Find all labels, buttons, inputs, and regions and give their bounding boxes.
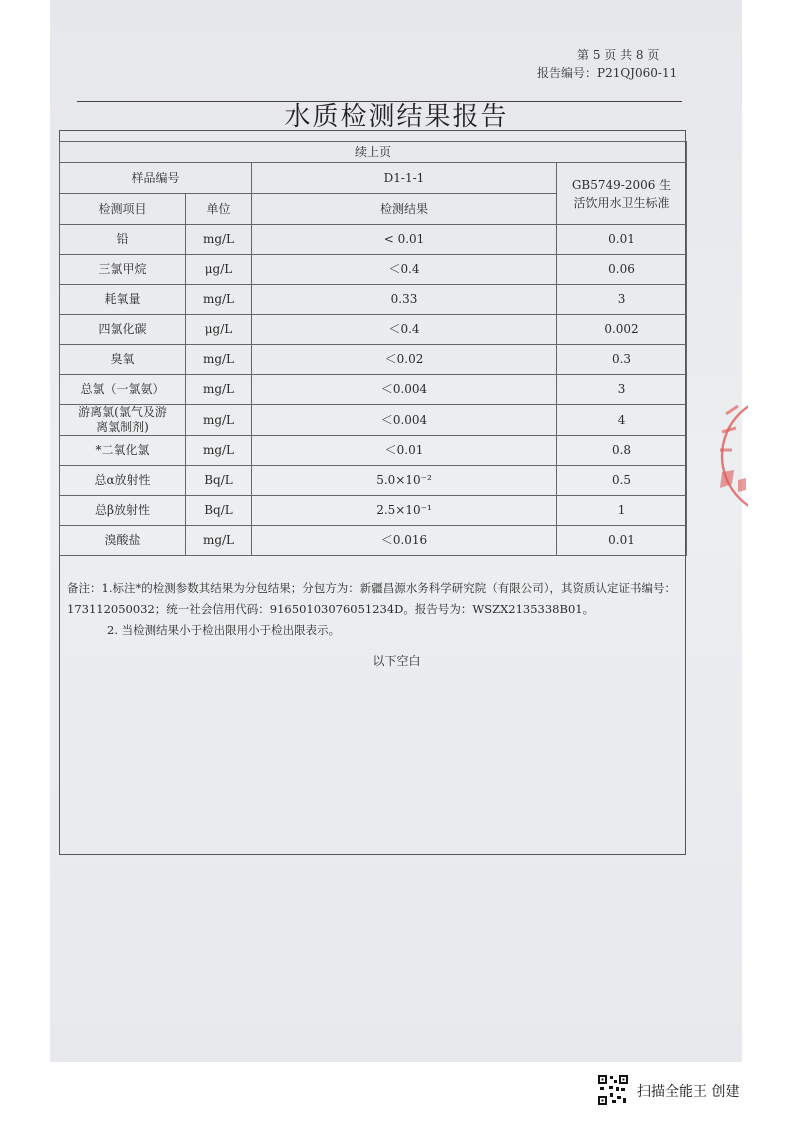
table-row <box>60 496 687 526</box>
col-header-result: 检测结果 <box>252 194 557 225</box>
result-cell: 2.5×10⁻¹ <box>252 496 557 526</box>
table-row <box>60 526 687 556</box>
table-row <box>60 375 687 405</box>
table-row <box>60 466 687 496</box>
results-table <box>59 141 687 556</box>
unit-cell: mg/L <box>186 285 252 315</box>
blank-below-mark: 以下空白 <box>372 654 421 668</box>
unit-cell: μg/L <box>186 255 252 285</box>
red-seal-stamp <box>712 392 748 518</box>
report-title: 水质检测结果报告 <box>284 102 509 132</box>
result-cell: ＜0.02 <box>252 345 557 375</box>
result-cell: ＜0.004 <box>252 375 557 405</box>
notes <box>67 578 679 641</box>
standard-cell: 1 <box>557 496 687 526</box>
unit-cell: Bq/L <box>186 466 252 496</box>
standard-cell: 0.06 <box>557 255 687 285</box>
unit-cell: mg/L <box>186 345 252 375</box>
continued-label: 续上页 <box>60 142 687 163</box>
unit-cell: mg/L <box>186 225 252 255</box>
qr-code-icon <box>597 1074 629 1106</box>
standard-cell: 0.8 <box>557 436 687 466</box>
unit-cell: Bq/L <box>186 496 252 526</box>
item-cell: *二氧化氯 <box>60 436 186 466</box>
table-row <box>60 285 687 315</box>
item-cell: 三氯甲烷 <box>60 255 186 285</box>
standard-cell: 0.01 <box>557 526 687 556</box>
result-cell: ＜0.4 <box>252 255 557 285</box>
unit-cell: mg/L <box>186 405 252 436</box>
standard-cell: 3 <box>557 375 687 405</box>
sample-id-label: 样品编号 <box>60 163 252 194</box>
col-header-item: 检测项目 <box>60 194 186 225</box>
note-2: 2. 当检测结果小于检出限用小于检出限表示。 <box>107 623 341 637</box>
item-cell: 游离氯(氯气及游离氯制剂) <box>60 405 186 436</box>
item-cell: 铅 <box>60 225 186 255</box>
item-cell: 总α放射性 <box>60 466 186 496</box>
table-row <box>60 405 687 436</box>
note-1: 备注：1.标注*的检测参数其结果为分包结果；分包方为：新疆昌源水务科学研究院（有限公司），其资质认定证书编号：173112050032；统一社会信用代码：91650103076051234D。报告号为：WSZX2135338B01。 <box>67 581 676 616</box>
standard-cell: 0.5 <box>557 466 687 496</box>
result-cell: < 0.01 <box>252 225 557 255</box>
standard-cell: 0.002 <box>557 315 687 345</box>
table-row <box>60 255 687 285</box>
item-cell: 四氯化碳 <box>60 315 186 345</box>
item-cell: 总β放射性 <box>60 496 186 526</box>
result-cell: 5.0×10⁻² <box>252 466 557 496</box>
item-cell: 溴酸盐 <box>60 526 186 556</box>
page-number: 第 5 页 共 8 页 <box>577 48 660 62</box>
col-header-unit: 单位 <box>186 194 252 225</box>
result-cell: ＜0.004 <box>252 405 557 436</box>
unit-cell: mg/L <box>186 436 252 466</box>
result-cell: ＜0.01 <box>252 436 557 466</box>
standard-cell: 0.01 <box>557 225 687 255</box>
standard-cell: 3 <box>557 285 687 315</box>
report-number: 报告编号：P21QJ060-11 <box>537 66 678 80</box>
standard-cell: 4 <box>557 405 687 436</box>
item-cell: 耗氧量 <box>60 285 186 315</box>
unit-cell: μg/L <box>186 315 252 345</box>
unit-cell: mg/L <box>186 375 252 405</box>
result-cell: 0.33 <box>252 285 557 315</box>
item-cell: 总氯（一氯氨） <box>60 375 186 405</box>
result-cell: ＜0.4 <box>252 315 557 345</box>
table-row <box>60 315 687 345</box>
result-cell: ＜0.016 <box>252 526 557 556</box>
item-cell: 臭氧 <box>60 345 186 375</box>
standard-cell: 0.3 <box>557 345 687 375</box>
table-row <box>60 345 687 375</box>
unit-cell: mg/L <box>186 526 252 556</box>
standard-label: GB5749-2006 生活饮用水卫生标准 <box>557 163 687 225</box>
table-row <box>60 225 687 255</box>
brand-text: 扫描全能王 创建 <box>637 1084 740 1100</box>
sample-id: D1-1-1 <box>252 163 557 194</box>
table-row <box>60 436 687 466</box>
